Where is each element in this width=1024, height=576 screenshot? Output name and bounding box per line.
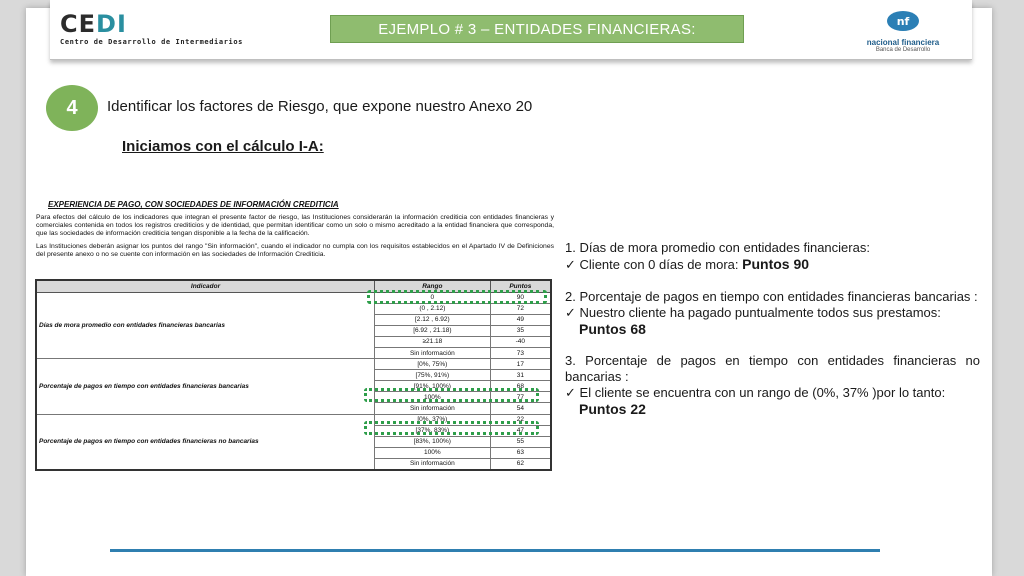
excerpt-heading: EXPERIENCIA DE PAGO, CON SOCIEDADES DE INFORMACIÓN CREDITICIA (48, 200, 339, 209)
points-cell: 90 (490, 292, 551, 303)
range-cell: 100% (375, 392, 491, 403)
analysis-item-2-value: Puntos 68 (579, 321, 646, 337)
points-cell: 73 (490, 347, 551, 358)
analysis-item-2-check (565, 305, 980, 337)
range-cell: [91%, 100%) (375, 381, 491, 392)
points-cell: 55 (490, 436, 551, 447)
range-cell: Sin información (375, 458, 491, 469)
col-header-indicador: Indicador (36, 280, 375, 292)
analysis-panel (565, 240, 980, 417)
range-cell: [75%, 91%) (375, 370, 491, 381)
highlight-row-no-bancarias-0-37 (364, 421, 539, 435)
points-cell: 68 (490, 381, 551, 392)
range-cell: ≥21.18 (375, 336, 491, 347)
range-cell: [6.92 , 21.18) (375, 325, 491, 336)
points-cell: 47 (490, 425, 551, 436)
analysis-item-2-text: Nuestro cliente ha pagado puntualmente todos sus prestamos: (579, 305, 941, 320)
excerpt-paragraph-1: Para efectos del cálculo de los indicadores que integran el presente factor de riesgo, las Instituciones considerarán la información crediticia con entidades financieras y comerciales contenida en todos los registros crediticios y de identidad, que permitan identificar como un solo o mismo acreditado a la entidad financiera que corresponda, que las sociedades de información crediticia tengan disponible a la fecha de la calificación. (36, 214, 554, 237)
analysis-item-3-value: Puntos 22 (579, 401, 646, 417)
analysis-item-1-title: 1. Días de mora promedio con entidades financieras: (565, 240, 870, 255)
range-cell: [37%, 83%) (375, 425, 491, 436)
points-cell: 62 (490, 458, 551, 469)
analysis-item-1-check (565, 256, 980, 273)
points-cell: 49 (490, 314, 551, 325)
nafin-name: nacional financiera (866, 38, 940, 47)
range-cell: [0%, 75%) (375, 359, 491, 370)
col-header-rango: Rango (375, 280, 491, 292)
points-cell: 77 (490, 392, 551, 403)
check-icon: ✓ (565, 257, 576, 272)
cedi-logo (60, 12, 243, 46)
analysis-item-1-text: Cliente con 0 días de mora: (579, 257, 743, 272)
slide-title: EJEMPLO # 3 – ENTIDADES FINANCIERAS: (330, 15, 744, 43)
cedi-logo-suffix: DI (96, 10, 127, 38)
section-subtitle: Iniciamos con el cálculo I-A: (122, 138, 324, 155)
points-cell: 22 (490, 414, 551, 425)
analysis-item-3-text: El cliente se encuentra con un rango de (0%, 37% )por lo tanto: (579, 385, 946, 400)
nafin-logo (858, 10, 948, 54)
points-cell: 17 (490, 359, 551, 370)
analysis-item-2-title: 2. Porcentaje de pagos en tiempo con entidades financieras bancarias : (565, 289, 978, 304)
range-cell: [83%, 100%) (375, 436, 491, 447)
points-cell: 63 (490, 447, 551, 458)
risk-factor-table (35, 279, 552, 471)
nafin-emblem-icon (886, 10, 920, 32)
analysis-item-3-title: 3. Porcentaje de pagos en tiempo con entidades financieras no bancarias : (565, 353, 980, 384)
range-cell: Sin información (375, 403, 491, 414)
table-row (36, 359, 551, 370)
range-cell: (0 , 2.12) (375, 303, 491, 314)
svg-text:nf: nf (896, 15, 910, 28)
highlight-row-bancarias-91-100 (364, 388, 539, 402)
col-header-puntos: Puntos (490, 280, 551, 292)
regulation-excerpt (36, 200, 554, 264)
points-cell: 54 (490, 403, 551, 414)
range-cell: [0%, 37%) (375, 414, 491, 425)
cedi-logo-prefix: CE (60, 10, 97, 38)
points-cell: 72 (490, 303, 551, 314)
analysis-item-1-value: Puntos 90 (742, 256, 810, 272)
step-description: Identificar los factores de Riesgo, que expone nuestro Anexo 20 (107, 98, 533, 115)
check-icon: ✓ (565, 305, 576, 320)
indicator-cell: Días de mora promedio con entidades financieras bancarias (36, 292, 375, 359)
points-cell: 31 (490, 370, 551, 381)
points-cell: -40 (490, 336, 551, 347)
highlight-row-mora-0 (367, 290, 547, 304)
range-cell: 100% (375, 447, 491, 458)
range-cell: 0 (375, 292, 491, 303)
points-cell: 35 (490, 325, 551, 336)
check-icon: ✓ (565, 385, 576, 400)
step-number-badge: 4 (46, 85, 98, 131)
cedi-logo-subtitle: Centro de Desarrollo de Intermediarios (60, 38, 243, 46)
indicator-cell: Porcentaje de pagos en tiempo con entidades financieras bancarias (36, 359, 375, 414)
range-cell: [2.12 , 6.92) (375, 314, 491, 325)
range-cell: Sin información (375, 347, 491, 358)
indicator-cell: Porcentaje de pagos en tiempo con entidades financieras no bancarias (36, 414, 375, 469)
footer-accent-line (110, 549, 880, 552)
excerpt-paragraph-2: Las Instituciones deberán asignar los puntos del rango "Sin información", cuando el indicador no cumpla con los requisitos establecidos en el Apartado IV de Definiciones del presente anexo o no se cuente con información en las sociedades de Información Crediticia. (36, 243, 554, 258)
analysis-item-3-check (565, 385, 980, 417)
nafin-tagline: Banca de Desarrollo (875, 47, 931, 53)
